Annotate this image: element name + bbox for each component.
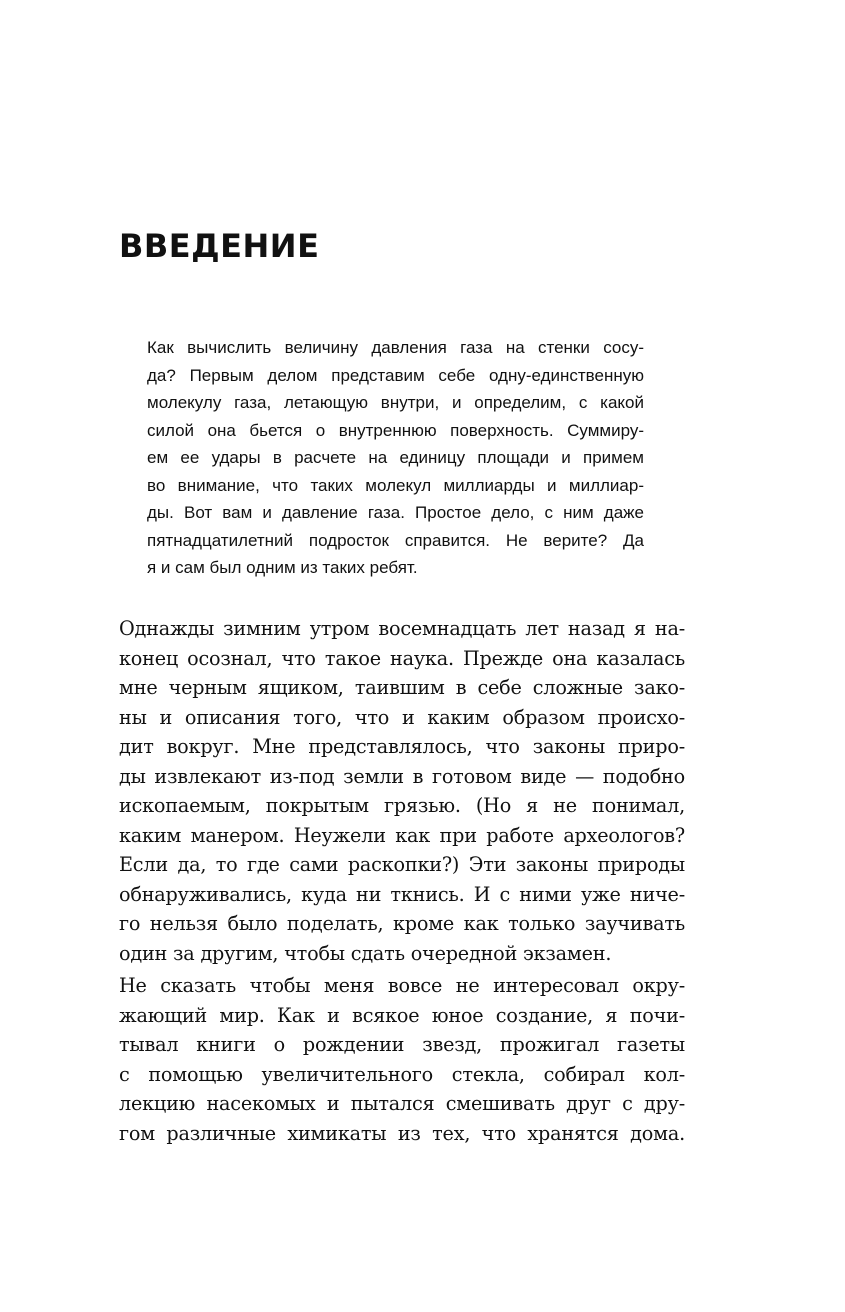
body-line: гом различные химикаты из тех, что хранятся дома. <box>119 1121 685 1145</box>
body-line: жающий мир. Как и всякое юное создание, я почи- <box>119 1003 685 1027</box>
intro-epigraph <box>147 334 644 582</box>
intro-line: ды. Вот вам и давление газа. Простое дело, с ним даже <box>147 503 644 522</box>
body-line: мне черным ящиком, таившим в себе сложные зако- <box>119 676 685 699</box>
body-line: ископаемым, покрытым грязью. (Но я не понимал, <box>119 794 685 817</box>
body-line: конец осознал, что такое наука. Прежде она казалась <box>119 646 685 670</box>
body-line: каким манером. Неужели как при работе археологов? <box>119 823 685 847</box>
body-line: тывал книги о рождении звезд, прожигал газеты <box>119 1033 685 1056</box>
intro-line: да? Первым делом представим себе одну-единственную <box>147 365 644 385</box>
intro-line: молекулу газа, летающую внутри, и определим, с какой <box>147 393 644 412</box>
intro-line: Как вычислить величину давления газа на стенки сосу- <box>147 338 644 357</box>
intro-line: я и сам был одним из таких ребят. <box>147 558 418 577</box>
intro-line: силой она бьется о внутреннюю поверхность. Суммиру- <box>147 420 644 440</box>
body-paragraph-2 <box>119 971 685 1148</box>
body-line: один за другим, чтобы сдать очередной экзамен. <box>119 941 612 965</box>
body-line: го нельзя было поделать, кроме как только заучивать <box>119 912 685 935</box>
body-line: с помощью увеличительного стекла, собирал кол- <box>119 1062 685 1086</box>
body-line: ды извлекают из-под земли в готовом виде — подобно <box>119 764 685 788</box>
body-line: лекцию насекомых и пытался смешивать друг с дру- <box>119 1092 685 1115</box>
intro-line: пятнадцатилетний подросток справится. Не верите? Да <box>147 530 644 550</box>
body-line: Если да, то где сами раскопки?) Эти законы природы <box>119 853 685 876</box>
body-line: обнаруживались, куда ни ткнись. И с ними уже ниче- <box>119 882 685 906</box>
body-line: ны и описания того, что и каким образом происхо- <box>119 705 685 729</box>
intro-line: ем ее удары в расчете на единицу площади и примем <box>147 448 644 467</box>
body-line: Не сказать чтобы меня вовсе не интересовал окру- <box>119 974 685 997</box>
body-line: дит вокруг. Мне представлялось, что законы приро- <box>119 735 685 758</box>
chapter-title: ВВЕДЕНИЕ <box>119 227 320 265</box>
body-paragraph-1 <box>119 614 685 968</box>
body-line: Однажды зимним утром восемнадцать лет назад я на- <box>119 617 685 640</box>
intro-line: во внимание, что таких молекул миллиарды и миллиар- <box>147 475 644 495</box>
